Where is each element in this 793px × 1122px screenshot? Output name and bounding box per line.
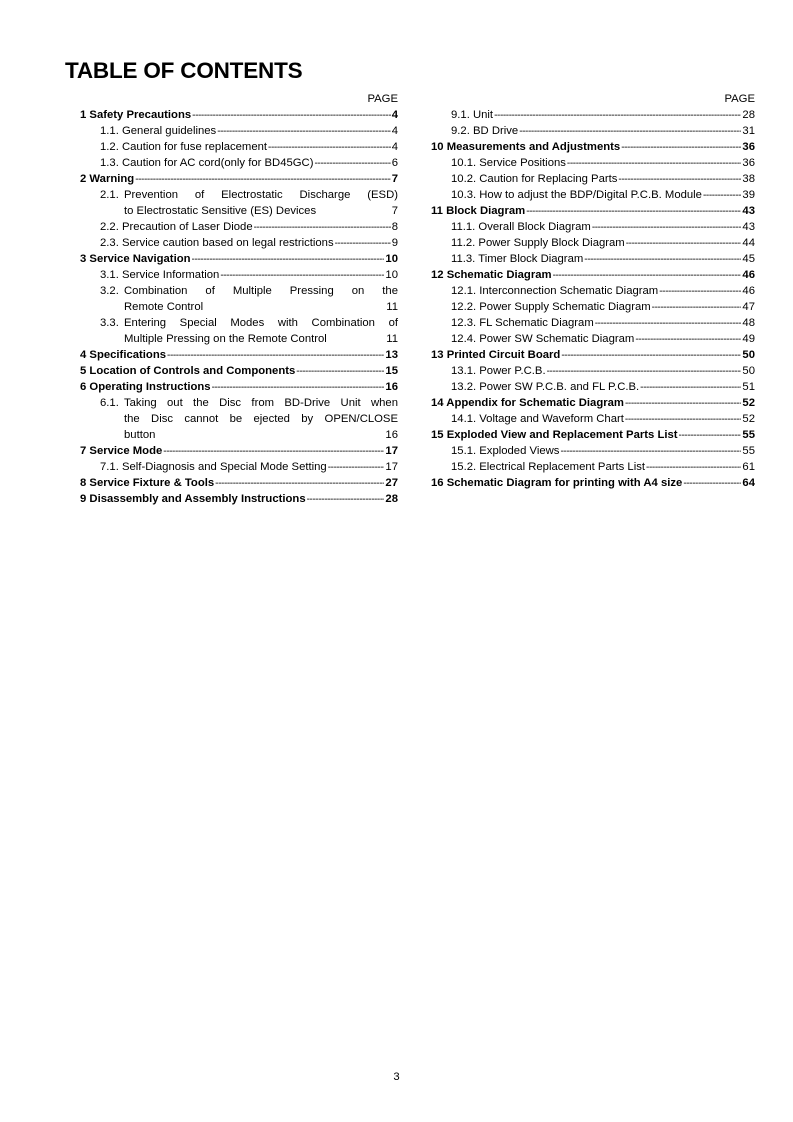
toc-entry-label: 11.1. Overall Block Diagram [451, 221, 591, 233]
toc-section[interactable] [80, 443, 398, 459]
toc-entry-label: 10.3. How to adjust the BDP/Digital P.C.B. Module [451, 189, 702, 201]
toc-entry[interactable] [431, 187, 755, 203]
toc-section[interactable] [80, 491, 398, 507]
toc-section[interactable] [431, 203, 755, 219]
toc-entry-page: 52 [742, 413, 755, 425]
toc-entry-page: 31 [742, 125, 755, 137]
toc-entry[interactable] [431, 251, 755, 267]
dot-leader [560, 444, 741, 460]
toc-entry-label: the Disc cannot be ejected by OPEN/CLOSE [124, 413, 398, 425]
toc-entry[interactable] [431, 123, 755, 139]
toc-entry[interactable] [431, 379, 755, 395]
toc-entry-label: Remote Control [124, 301, 204, 313]
toc-entry-label: 2.3. Service caution based on legal restrictions [100, 237, 334, 249]
toc-entry-page: 6 [391, 157, 398, 169]
page-column-header: PAGE [367, 93, 398, 105]
toc-entry-page: 39 [742, 189, 755, 201]
toc-entry-label: 2.2. Precaution of Laser Diode [100, 221, 253, 233]
toc-entry-page: 36 [742, 141, 755, 153]
toc-entry-label: 10.2. Caution for Replacing Parts [451, 173, 618, 185]
toc-right-entries [431, 107, 755, 491]
dot-leader [567, 156, 742, 172]
toc-entry-label: 4 Specifications [80, 349, 167, 361]
toc-right-column [431, 91, 755, 491]
toc-entry-number: 3.3. [100, 317, 119, 329]
toc-entry-label: 1.2. Caution for fuse replacement [100, 141, 268, 153]
toc-entry-label: 10 Measurements and Adjustments [431, 141, 621, 153]
toc-entry[interactable] [431, 171, 755, 187]
dot-leader [314, 156, 390, 172]
toc-entry[interactable] [431, 107, 755, 123]
dot-leader [703, 188, 741, 204]
toc-section[interactable] [80, 171, 398, 187]
dot-leader [268, 140, 391, 156]
toc-entry-label: 13.2. Power SW P.C.B. and FL P.C.B. [451, 381, 640, 393]
toc-entry-page: 44 [742, 237, 755, 249]
toc-entry[interactable] [431, 155, 755, 171]
toc-entry[interactable] [80, 459, 398, 475]
toc-entry-label: 3 Service Navigation [80, 253, 191, 265]
toc-entry-page: 46 [742, 285, 755, 297]
page-title: TABLE OF CONTENTS [65, 58, 303, 83]
dot-leader [625, 412, 742, 428]
toc-entry-page: 13 [385, 349, 398, 361]
toc-entry-page: 55 [742, 429, 755, 441]
dot-leader [547, 364, 742, 380]
dot-leader [328, 460, 385, 476]
toc-entry-page: 49 [742, 333, 755, 345]
toc-entry-page: 15 [385, 365, 398, 377]
dot-leader [561, 348, 741, 364]
toc-entry-page: 47 [742, 301, 755, 313]
dot-leader [254, 220, 391, 236]
toc-entry-label: 13 Printed Circuit Board [431, 349, 561, 361]
toc-entry-label: 7 Service Mode [80, 445, 163, 457]
toc-entry-page: 16 [385, 429, 398, 441]
toc-entry[interactable] [80, 315, 398, 347]
dot-leader [679, 428, 742, 444]
toc-entry-label: to Electrostatic Sensitive (ES) Devices [124, 205, 317, 217]
toc-entry-page: 10 [385, 269, 398, 281]
toc-entry-page: 43 [742, 205, 755, 217]
toc-entry-label: 2 Warning [80, 173, 135, 185]
toc-entry[interactable] [431, 283, 755, 299]
toc-entry-label: 1.1. General guidelines [100, 125, 217, 137]
dot-leader [526, 204, 741, 220]
toc-entry-label: 1 Safety Precautions [80, 109, 192, 121]
toc-entry-label: 1.3. Caution for AC cord(only for BD45GC) [100, 157, 314, 169]
dot-leader [220, 268, 384, 284]
dot-leader [215, 476, 384, 492]
toc-entry-label: 12.3. FL Schematic Diagram [451, 317, 594, 329]
toc-entry-label: Prevention of Electrostatic Discharge (ESD) [124, 189, 398, 201]
toc-entry[interactable] [431, 299, 755, 315]
toc-entry-page: 7 [391, 173, 398, 185]
dot-leader [621, 140, 741, 156]
dot-leader [553, 268, 742, 284]
dot-leader [335, 236, 391, 252]
toc-entry-label: 9 Disassembly and Assembly Instructions [80, 493, 306, 505]
toc-left-entries [80, 107, 398, 507]
toc-entry-page: 8 [391, 221, 398, 233]
toc-entry-label: 15 Exploded View and Replacement Parts List [431, 429, 678, 441]
toc-entry-page: 4 [391, 141, 398, 153]
dot-leader [584, 252, 741, 268]
dot-leader [135, 172, 391, 188]
toc-entry-page: 17 [385, 461, 398, 473]
toc-entry-page: 17 [385, 445, 398, 457]
dot-leader [640, 380, 741, 396]
toc-entry-page: 51 [742, 381, 755, 393]
toc-entry-label: 16 Schematic Diagram for printing with A4 size [431, 477, 683, 489]
toc-section[interactable] [80, 363, 398, 379]
page-column-header: PAGE [724, 93, 755, 105]
toc-entry-number: 2.1. [100, 189, 119, 201]
toc-section[interactable] [431, 475, 755, 491]
toc-entry-label: Combination of Multiple Pressing on the [124, 285, 398, 297]
dot-leader [519, 124, 741, 140]
toc-entry-label: 11.3. Timer Block Diagram [451, 253, 584, 265]
toc-entry[interactable] [431, 315, 755, 331]
toc-section[interactable] [431, 395, 755, 411]
dot-leader [646, 460, 741, 476]
toc-entry-label: 9.2. BD Drive [451, 125, 519, 137]
toc-entry-label: 12 Schematic Diagram [431, 269, 552, 281]
toc-entry[interactable] [431, 459, 755, 475]
toc-entry-label: Multiple Pressing on the Remote Control [124, 333, 327, 345]
dot-leader [635, 332, 741, 348]
toc-entry-page: 36 [742, 157, 755, 169]
dot-leader [683, 476, 741, 492]
toc-entry-label: 8 Service Fixture & Tools [80, 477, 215, 489]
toc-entry-page: 28 [742, 109, 755, 121]
toc-entry-label: Taking out the Disc from BD-Drive Unit when [124, 397, 398, 409]
dot-leader [217, 124, 391, 140]
toc-entry[interactable] [80, 139, 398, 155]
toc-entry-page: 48 [742, 317, 755, 329]
toc-entry-page: 27 [385, 477, 398, 489]
toc-entry-label: 11.2. Power Supply Block Diagram [451, 237, 625, 249]
toc-section[interactable] [80, 347, 398, 363]
toc-section[interactable] [80, 251, 398, 267]
toc-left-column [80, 91, 398, 507]
toc-entry-page: 61 [742, 461, 755, 473]
toc-entry[interactable] [80, 283, 398, 315]
toc-entry-page: 38 [742, 173, 755, 185]
toc-entry-label: 12.2. Power Supply Schematic Diagram [451, 301, 651, 313]
toc-entry-label: button [124, 429, 156, 441]
dot-leader [626, 236, 742, 252]
toc-entry-label: 15.1. Exploded Views [451, 445, 560, 457]
toc-entry-label: Entering Special Modes with Combination of [124, 317, 398, 329]
toc-section[interactable] [80, 107, 398, 123]
dot-leader [494, 108, 741, 124]
toc-section[interactable] [431, 347, 755, 363]
toc-entry[interactable] [431, 331, 755, 347]
dot-leader [192, 252, 385, 268]
toc-entry[interactable] [80, 219, 398, 235]
toc-entry-page: 28 [385, 493, 398, 505]
toc-entry[interactable] [431, 235, 755, 251]
toc-entry-label: 12.1. Interconnection Schematic Diagram [451, 285, 659, 297]
toc-entry-page: 4 [391, 109, 398, 121]
dot-leader [212, 380, 385, 396]
toc-entry-page: 50 [742, 365, 755, 377]
toc-entry-number: 3.2. [100, 285, 119, 297]
toc-entry[interactable] [80, 395, 398, 443]
dot-leader [192, 108, 391, 124]
toc-section[interactable] [80, 379, 398, 395]
toc-entry-label: 11 Block Diagram [431, 205, 526, 217]
toc-entry-page: 50 [742, 349, 755, 361]
toc-section[interactable] [431, 427, 755, 443]
dot-leader [652, 300, 742, 316]
toc-entry-label: 9.1. Unit [451, 109, 494, 121]
toc-section[interactable] [431, 139, 755, 155]
toc-section[interactable] [80, 475, 398, 491]
toc-entry-label: 6 Operating Instructions [80, 381, 211, 393]
toc-entry-page: 45 [742, 253, 755, 265]
toc-entry-label: 10.1. Service Positions [451, 157, 566, 169]
toc-entry-label: 7.1. Self-Diagnosis and Special Mode Setting [100, 461, 327, 473]
toc-entry-label: 3.1. Service Information [100, 269, 220, 281]
dot-leader [595, 316, 742, 332]
toc-entry[interactable] [80, 187, 398, 219]
toc-entry-page: 9 [391, 237, 398, 249]
dot-leader [163, 444, 384, 460]
toc-entry[interactable] [80, 155, 398, 171]
toc-entry-label: 14.1. Voltage and Waveform Chart [451, 413, 624, 425]
page-number: 3 [393, 1071, 400, 1083]
toc-entry[interactable] [80, 267, 398, 283]
toc-entry-number: 6.1. [100, 397, 119, 409]
toc-entry-page: 10 [385, 253, 398, 265]
toc-entry-page: 7 [391, 205, 398, 217]
toc-entry-page: 55 [742, 445, 755, 457]
dot-leader [307, 492, 385, 508]
dot-leader [618, 172, 741, 188]
toc-entry-page: 16 [385, 381, 398, 393]
toc-entry-page: 43 [742, 221, 755, 233]
toc-entry-page: 46 [742, 269, 755, 281]
toc-entry[interactable] [431, 443, 755, 459]
toc-entry[interactable] [431, 411, 755, 427]
dot-leader [296, 364, 384, 380]
toc-entry-label: 5 Location of Controls and Components [80, 365, 296, 377]
toc-entry-label: 15.2. Electrical Replacement Parts List [451, 461, 646, 473]
toc-entry[interactable] [80, 123, 398, 139]
toc-entry-label: 13.1. Power P.C.B. [451, 365, 546, 377]
dot-leader [659, 284, 741, 300]
dot-leader [592, 220, 742, 236]
toc-entry-page: 11 [386, 301, 398, 313]
toc-section[interactable] [431, 267, 755, 283]
dot-leader [625, 396, 741, 412]
dot-leader [167, 348, 384, 364]
toc-entry-page: 11 [386, 333, 398, 345]
toc-entry[interactable] [80, 235, 398, 251]
toc-entry-label: 14 Appendix for Schematic Diagram [431, 397, 624, 409]
toc-entry-page: 64 [742, 477, 755, 489]
toc-entry-label: 12.4. Power SW Schematic Diagram [451, 333, 635, 345]
toc-entry-page: 52 [742, 397, 755, 409]
toc-entry[interactable] [431, 363, 755, 379]
toc-entry-page: 4 [391, 125, 398, 137]
toc-entry[interactable] [431, 219, 755, 235]
